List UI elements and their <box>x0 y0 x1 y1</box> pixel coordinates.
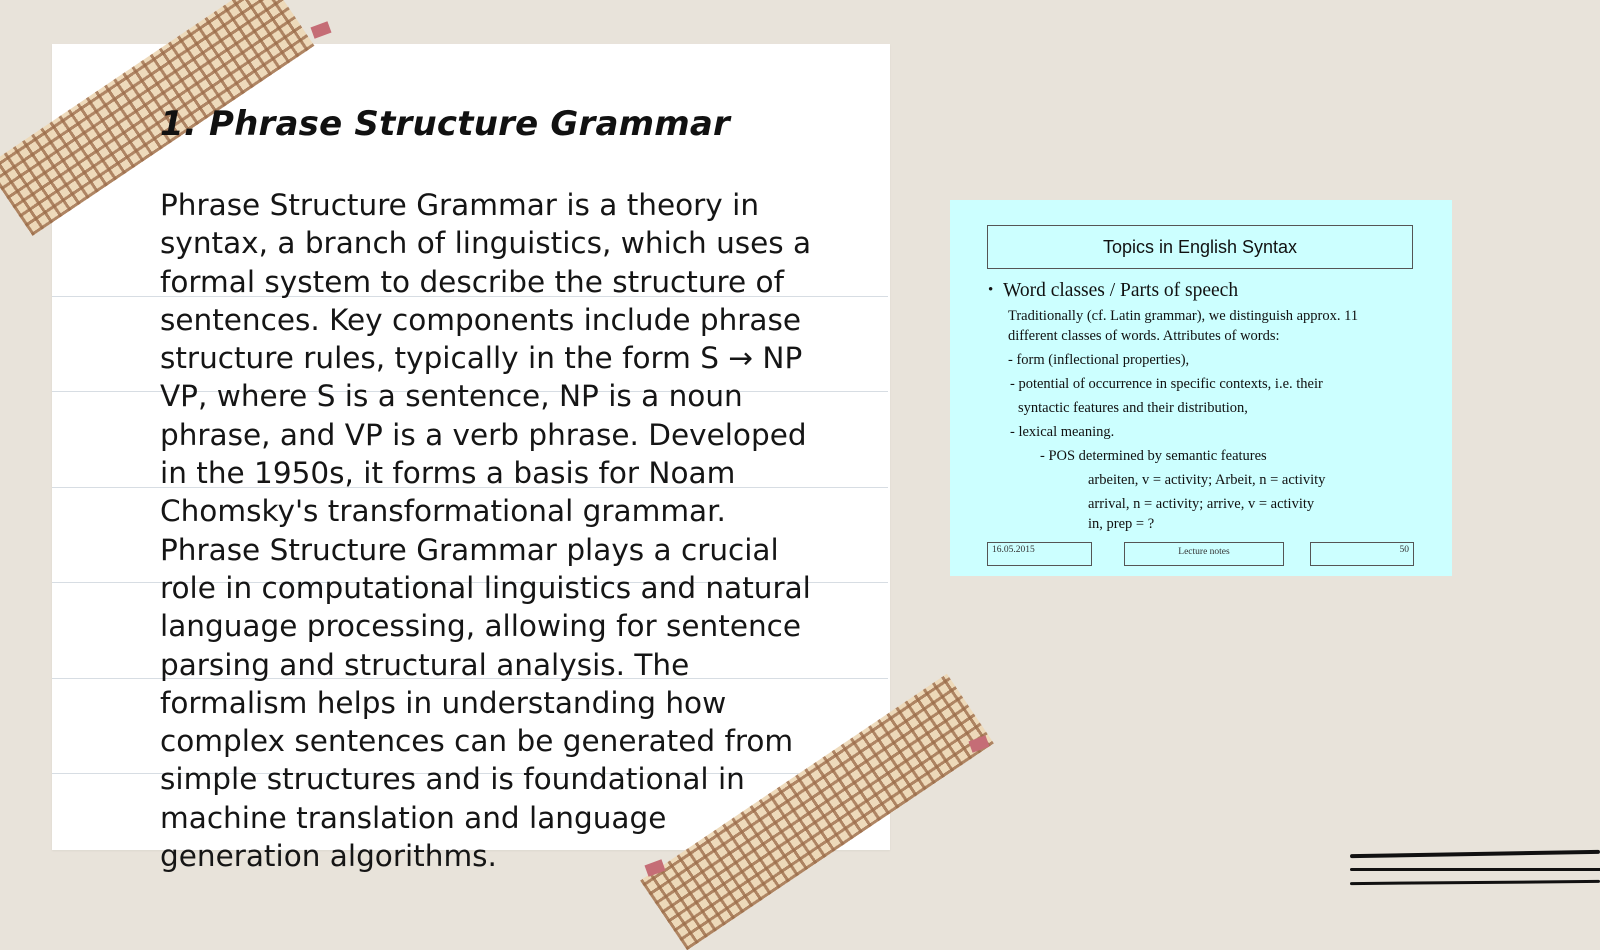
image-text-line: in, prep = ? <box>1088 516 1155 532</box>
image-footer-date <box>987 542 1092 566</box>
footer-page-text: 50 <box>1399 545 1409 555</box>
bullet-dot-icon: • <box>988 282 994 298</box>
image-text-line: - form (inflectional properties), <box>1008 352 1190 368</box>
decorative-line <box>1350 850 1600 858</box>
image-text-line: Traditionally (cf. Latin grammar), we distinguish approx. 11 <box>1008 308 1359 324</box>
image-text-line: arrival, n = activity; arrive, v = activity <box>1088 496 1315 512</box>
image-text-line: syntactic features and their distribution, <box>1018 400 1248 416</box>
lecture-notes-image <box>950 200 1452 576</box>
decorative-line <box>1350 880 1600 885</box>
footer-label-text: Lecture notes <box>1178 547 1230 557</box>
image-title: Topics in English Syntax <box>1102 236 1298 257</box>
image-footer-label <box>1124 542 1284 566</box>
image-text-line: - POS determined by semantic features <box>1040 448 1267 464</box>
image-text-line: different classes of words. Attributes of words: <box>1008 328 1280 344</box>
tape-tip-top <box>310 21 331 38</box>
image-text-line: arbeiten, v = activity; Arbeit, n = activity <box>1088 472 1326 488</box>
image-footer-page <box>1310 542 1414 566</box>
slide-title: 1. Phrase Structure Grammar <box>160 104 730 144</box>
image-text-line: - lexical meaning. <box>1010 424 1115 440</box>
image-text-line: - potential of occurrence in specific contexts, i.e. their <box>1010 376 1323 392</box>
image-bullet <box>988 280 1238 302</box>
image-title-box <box>987 225 1413 269</box>
footer-date-text: 16.05.2015 <box>992 545 1035 555</box>
decorative-line <box>1350 868 1600 871</box>
image-bullet-text: Word classes / Parts of speech <box>1003 280 1239 301</box>
slide-body-text: Phrase Structure Grammar is a theory in syntax, a branch of linguistics, which uses a formal system to describe the structure of sentences. Key components include phrase structure rules, typically in the form S → NP VP, where S is a sentence, NP is a noun phrase, and VP is a verb phrase. Developed in the 1950s, it forms a basis for Noam Chomsky's transformational grammar. Phrase Structure Grammar plays a crucial role in computational linguistics and natural language processing, allowing for sentence parsing and structural analysis. The formalism helps in understanding how complex sentences can be generated from simple structures and is foundational in machine translation and language generation algorithms. <box>160 188 812 874</box>
